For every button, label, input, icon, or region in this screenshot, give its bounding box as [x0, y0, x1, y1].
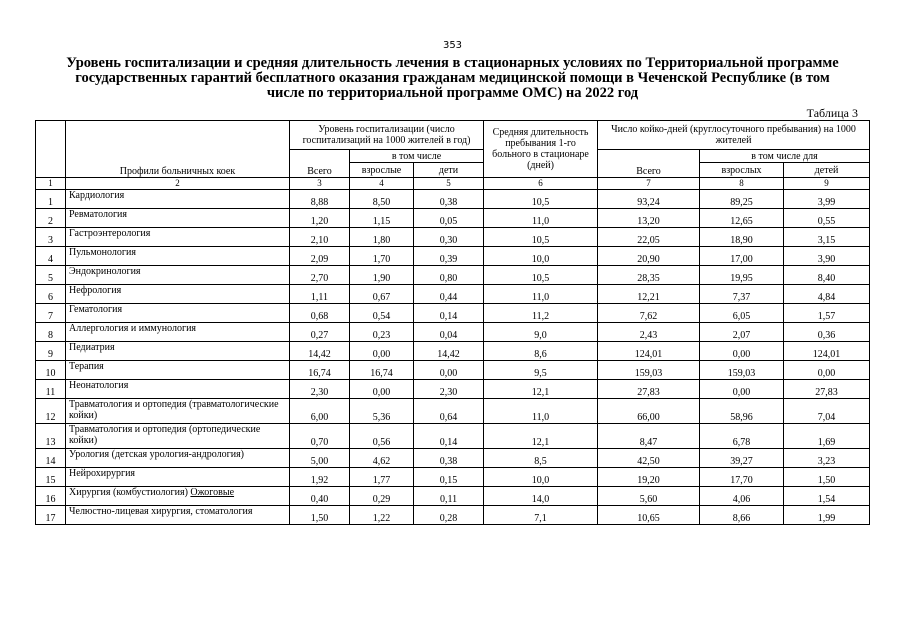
- row-profile-cell: [66, 190, 290, 209]
- row-profile: Неонатология: [69, 380, 129, 391]
- table-row: [36, 323, 870, 342]
- header-adults: взрослые: [350, 163, 414, 178]
- cell-hosp-adults: 0,00: [350, 342, 414, 361]
- col-num: 3: [290, 178, 350, 190]
- header-number-blank: [36, 121, 66, 178]
- cell-beddays-total: 27,83: [598, 380, 700, 399]
- cell-beddays-total: 10,65: [598, 506, 700, 525]
- cell-hosp-children: 0,11: [414, 487, 484, 506]
- row-profile: Кардиология: [69, 190, 125, 201]
- cell-beddays-children: 0,36: [784, 323, 870, 342]
- row-number: 7: [36, 304, 66, 323]
- cell-beddays-children: 0,00: [784, 361, 870, 380]
- col-num: 6: [484, 178, 598, 190]
- cell-hosp-children: 0,14: [414, 424, 484, 449]
- table-row: [36, 487, 870, 506]
- row-profile: Аллергология и иммунология: [69, 323, 197, 334]
- cell-hosp-children: 0,38: [414, 190, 484, 209]
- row-number: 6: [36, 285, 66, 304]
- cell-hosp-children: 0,39: [414, 247, 484, 266]
- cell-hosp-children: 0,00: [414, 361, 484, 380]
- cell-hosp-adults: 5,36: [350, 399, 414, 424]
- row-number: 13: [36, 424, 66, 449]
- row-profile-cell: [66, 380, 290, 399]
- cell-hosp-total: 2,09: [290, 247, 350, 266]
- header-total: Всего: [290, 150, 350, 178]
- row-profile: Пульмонология: [69, 247, 136, 258]
- cell-avg-length: 11,0: [484, 209, 598, 228]
- cell-hosp-children: 2,30: [414, 380, 484, 399]
- cell-hosp-adults: 8,50: [350, 190, 414, 209]
- cell-hosp-total: 1,92: [290, 468, 350, 487]
- cell-avg-length: 11,0: [484, 399, 598, 424]
- row-number: 11: [36, 380, 66, 399]
- header-children: дети: [414, 163, 484, 178]
- cell-beddays-children: 1,57: [784, 304, 870, 323]
- table-row: [36, 424, 870, 449]
- cell-beddays-total: 93,24: [598, 190, 700, 209]
- cell-hosp-total: 2,10: [290, 228, 350, 247]
- cell-beddays-children: 3,23: [784, 449, 870, 468]
- cell-beddays-adults: 4,06: [700, 487, 784, 506]
- row-profile-cell: [66, 487, 290, 506]
- row-profile: Гематология: [69, 304, 123, 315]
- row-number: 9: [36, 342, 66, 361]
- cell-hosp-adults: 1,80: [350, 228, 414, 247]
- table-label: Таблица 3: [806, 106, 858, 120]
- row-profile: Травматология и ортопедия (ортопедические койки): [69, 424, 261, 446]
- cell-beddays-total: 124,01: [598, 342, 700, 361]
- row-profile-cell: [66, 399, 290, 424]
- cell-hosp-children: 0,05: [414, 209, 484, 228]
- row-profile: Нейрохирургия: [69, 468, 136, 479]
- row-profile-cell: [66, 424, 290, 449]
- cell-hosp-adults: 0,00: [350, 380, 414, 399]
- cell-beddays-adults: 58,96: [700, 399, 784, 424]
- table-row: [36, 190, 870, 209]
- table-row: [36, 342, 870, 361]
- cell-beddays-adults: 17,70: [700, 468, 784, 487]
- cell-hosp-total: 1,50: [290, 506, 350, 525]
- row-profile: Челюстно-лицевая хирургия, стоматология: [69, 506, 253, 517]
- cell-beddays-total: 5,60: [598, 487, 700, 506]
- cell-beddays-children: 3,15: [784, 228, 870, 247]
- table-row: [36, 209, 870, 228]
- header-total2: Всего: [598, 150, 700, 178]
- cell-avg-length: 10,5: [484, 228, 598, 247]
- table-row: [36, 468, 870, 487]
- cell-beddays-adults: 12,65: [700, 209, 784, 228]
- row-number: 4: [36, 247, 66, 266]
- row-profile: Хирургия (комбустиология): [69, 487, 188, 498]
- cell-beddays-adults: 7,37: [700, 285, 784, 304]
- header-incl: в том числе: [350, 150, 484, 163]
- cell-avg-length: 14,0: [484, 487, 598, 506]
- row-profile-cell: [66, 323, 290, 342]
- cell-hosp-adults: 1,15: [350, 209, 414, 228]
- header-hosp-group: Уровень госпитализации (число госпитализаций на 1000 жителей в год): [290, 121, 484, 150]
- table-body: [36, 190, 870, 525]
- row-number: 16: [36, 487, 66, 506]
- cell-beddays-adults: 89,25: [700, 190, 784, 209]
- cell-beddays-children: 1,69: [784, 424, 870, 449]
- row-number: 14: [36, 449, 66, 468]
- table-row: [36, 506, 870, 525]
- cell-hosp-children: 0,64: [414, 399, 484, 424]
- cell-hosp-adults: 0,29: [350, 487, 414, 506]
- cell-avg-length: 8,6: [484, 342, 598, 361]
- cell-hosp-adults: 1,77: [350, 468, 414, 487]
- cell-avg-length: 10,5: [484, 266, 598, 285]
- row-profile: Травматология и ортопедия (травматологические койки): [69, 399, 279, 421]
- cell-avg-length: 8,5: [484, 449, 598, 468]
- cell-beddays-total: 20,90: [598, 247, 700, 266]
- cell-hosp-adults: 1,90: [350, 266, 414, 285]
- header-avg-length: Средняя длительность пребывания 1-го больного в стационаре (дней): [484, 121, 598, 178]
- row-number: 17: [36, 506, 66, 525]
- header-beddays-group: Число койко-дней (круглосуточного пребывания) на 1000 жителей: [598, 121, 870, 150]
- cell-beddays-children: 8,40: [784, 266, 870, 285]
- cell-avg-length: 12,1: [484, 424, 598, 449]
- row-number: 2: [36, 209, 66, 228]
- cell-beddays-children: 1,50: [784, 468, 870, 487]
- cell-beddays-adults: 2,07: [700, 323, 784, 342]
- col-num: 4: [350, 178, 414, 190]
- cell-hosp-total: 0,40: [290, 487, 350, 506]
- cell-beddays-total: 2,43: [598, 323, 700, 342]
- row-profile: Ревматология: [69, 209, 128, 220]
- table-row: [36, 247, 870, 266]
- row-profile: Урология (детская урология-андрология): [69, 449, 245, 460]
- row-number: 10: [36, 361, 66, 380]
- row-number: 15: [36, 468, 66, 487]
- cell-avg-length: 10,0: [484, 468, 598, 487]
- cell-hosp-adults: 0,56: [350, 424, 414, 449]
- cell-hosp-adults: 0,54: [350, 304, 414, 323]
- row-profile: Терапия: [69, 361, 104, 372]
- cell-beddays-children: 1,99: [784, 506, 870, 525]
- cell-beddays-children: 0,55: [784, 209, 870, 228]
- cell-beddays-children: 4,84: [784, 285, 870, 304]
- row-profile-cell: [66, 228, 290, 247]
- table-row: [36, 228, 870, 247]
- row-profile: Нефрология: [69, 285, 122, 296]
- cell-beddays-total: 42,50: [598, 449, 700, 468]
- cell-hosp-children: 0,14: [414, 304, 484, 323]
- col-num: 9: [784, 178, 870, 190]
- row-number: 8: [36, 323, 66, 342]
- table-row: [36, 266, 870, 285]
- row-profile-cell: [66, 449, 290, 468]
- row-number: 3: [36, 228, 66, 247]
- row-profile-cell: [66, 209, 290, 228]
- cell-beddays-children: 3,90: [784, 247, 870, 266]
- cell-hosp-total: 0,27: [290, 323, 350, 342]
- cell-beddays-total: 12,21: [598, 285, 700, 304]
- row-profile-cell: [66, 304, 290, 323]
- cell-hosp-children: 0,30: [414, 228, 484, 247]
- cell-beddays-adults: 19,95: [700, 266, 784, 285]
- header-incl-for: в том числе для: [700, 150, 870, 163]
- cell-avg-length: 7,1: [484, 506, 598, 525]
- cell-hosp-total: 1,11: [290, 285, 350, 304]
- column-number-row: [36, 178, 870, 190]
- cell-avg-length: 11,2: [484, 304, 598, 323]
- cell-hosp-adults: 1,70: [350, 247, 414, 266]
- cell-beddays-adults: 0,00: [700, 380, 784, 399]
- cell-beddays-adults: 8,66: [700, 506, 784, 525]
- row-number: 5: [36, 266, 66, 285]
- cell-hosp-total: 8,88: [290, 190, 350, 209]
- cell-beddays-total: 8,47: [598, 424, 700, 449]
- row-profile-cell: [66, 285, 290, 304]
- cell-avg-length: 11,0: [484, 285, 598, 304]
- cell-hosp-children: 0,04: [414, 323, 484, 342]
- cell-beddays-children: 27,83: [784, 380, 870, 399]
- cell-hosp-total: 5,00: [290, 449, 350, 468]
- cell-beddays-total: 159,03: [598, 361, 700, 380]
- col-num: 8: [700, 178, 784, 190]
- hospitalization-table: [35, 120, 870, 525]
- cell-beddays-adults: 0,00: [700, 342, 784, 361]
- page-title: Уровень госпитализации и средняя длительность лечения в стационарных условиях по Территориальной программе государственных гарантий бесплатного оказания гражданам медицинской помощи в Чеченской Республике (в том числе по территориальной программе ОМС) на 2022 год: [66, 55, 839, 101]
- cell-beddays-total: 7,62: [598, 304, 700, 323]
- cell-avg-length: 10,5: [484, 190, 598, 209]
- col-num: 2: [66, 178, 290, 190]
- cell-hosp-total: 6,00: [290, 399, 350, 424]
- cell-hosp-total: 0,68: [290, 304, 350, 323]
- table-row: [36, 399, 870, 424]
- cell-beddays-children: 7,04: [784, 399, 870, 424]
- cell-hosp-children: 0,15: [414, 468, 484, 487]
- cell-beddays-total: 19,20: [598, 468, 700, 487]
- cell-beddays-adults: 6,78: [700, 424, 784, 449]
- cell-beddays-children: 1,54: [784, 487, 870, 506]
- table-row: [36, 285, 870, 304]
- table-row: [36, 361, 870, 380]
- col-num: 1: [36, 178, 66, 190]
- row-profile: Гастроэнтерология: [69, 228, 151, 239]
- header-adults2: взрослых: [700, 163, 784, 178]
- cell-beddays-children: 124,01: [784, 342, 870, 361]
- row-profile-extra: Ожоговые: [190, 487, 235, 498]
- row-profile: Педиатрия: [69, 342, 115, 353]
- col-num: 7: [598, 178, 700, 190]
- cell-hosp-children: 0,44: [414, 285, 484, 304]
- cell-hosp-total: 1,20: [290, 209, 350, 228]
- cell-hosp-adults: 0,67: [350, 285, 414, 304]
- table-row: [36, 449, 870, 468]
- col-num: 5: [414, 178, 484, 190]
- cell-beddays-adults: 17,00: [700, 247, 784, 266]
- cell-hosp-total: 14,42: [290, 342, 350, 361]
- header-profile: Профили больничных коек: [66, 121, 290, 178]
- header-row-1: [36, 121, 870, 150]
- cell-hosp-children: 0,80: [414, 266, 484, 285]
- table-row: [36, 304, 870, 323]
- cell-beddays-total: 28,35: [598, 266, 700, 285]
- cell-hosp-total: 16,74: [290, 361, 350, 380]
- cell-avg-length: 10,0: [484, 247, 598, 266]
- row-profile-cell: [66, 266, 290, 285]
- cell-hosp-adults: 0,23: [350, 323, 414, 342]
- cell-beddays-total: 22,05: [598, 228, 700, 247]
- row-profile: Эндокринология: [69, 266, 141, 277]
- cell-beddays-adults: 6,05: [700, 304, 784, 323]
- cell-beddays-adults: 159,03: [700, 361, 784, 380]
- row-profile-cell: [66, 506, 290, 525]
- cell-hosp-total: 0,70: [290, 424, 350, 449]
- cell-avg-length: 9,5: [484, 361, 598, 380]
- cell-beddays-adults: 18,90: [700, 228, 784, 247]
- row-profile-cell: [66, 361, 290, 380]
- cell-beddays-children: 3,99: [784, 190, 870, 209]
- cell-avg-length: 9,0: [484, 323, 598, 342]
- cell-beddays-adults: 39,27: [700, 449, 784, 468]
- header-children2: детей: [784, 163, 870, 178]
- row-profile-cell: [66, 247, 290, 266]
- cell-avg-length: 12,1: [484, 380, 598, 399]
- cell-hosp-total: 2,30: [290, 380, 350, 399]
- cell-hosp-adults: 16,74: [350, 361, 414, 380]
- row-number: 12: [36, 399, 66, 424]
- cell-hosp-adults: 4,62: [350, 449, 414, 468]
- table-row: [36, 380, 870, 399]
- cell-hosp-total: 2,70: [290, 266, 350, 285]
- cell-beddays-total: 66,00: [598, 399, 700, 424]
- row-number: 1: [36, 190, 66, 209]
- row-profile-cell: [66, 342, 290, 361]
- page-number: 353: [442, 40, 463, 51]
- cell-hosp-children: 14,42: [414, 342, 484, 361]
- cell-beddays-total: 13,20: [598, 209, 700, 228]
- cell-hosp-children: 0,38: [414, 449, 484, 468]
- cell-hosp-children: 0,28: [414, 506, 484, 525]
- cell-hosp-adults: 1,22: [350, 506, 414, 525]
- row-profile-cell: [66, 468, 290, 487]
